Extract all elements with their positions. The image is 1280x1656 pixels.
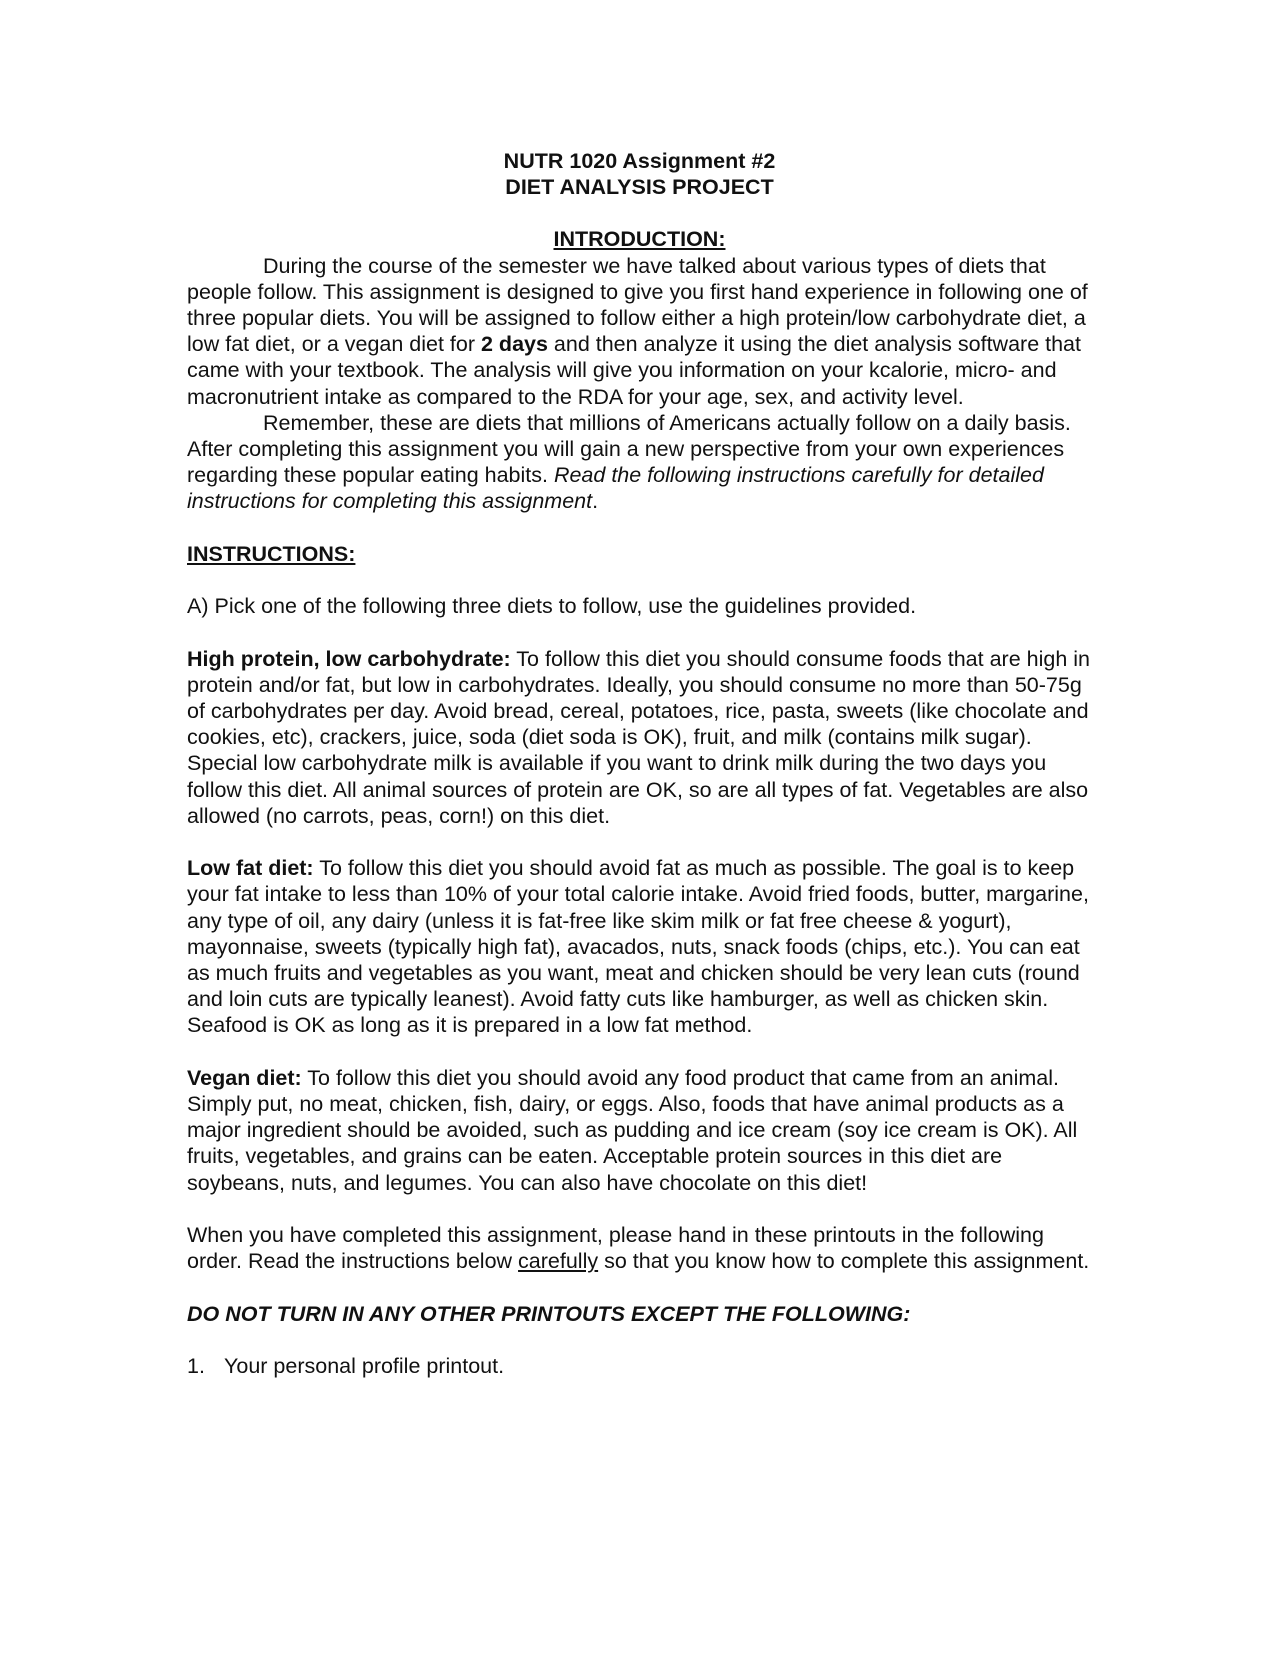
handin-paragraph bbox=[187, 1222, 1092, 1274]
project-title: DIET ANALYSIS PROJECT bbox=[505, 175, 774, 200]
diet-low-fat bbox=[187, 855, 1092, 1038]
list-text: Your personal profile printout. bbox=[224, 1354, 505, 1379]
diet-description: To follow this diet you should avoid fat as much as possible. The goal is to keep your fat intake to less than 10% of your total calorie intake. Avoid fried foods, butter, margarine, any type of oil, any dairy (unless it is fat-free like skim milk or fat free cheese & yogurt), mayonnaise, sweets (typically high fat), avacados, nuts, snack foods (chips, etc.). You can eat as much fruits and vegetables as you want, meat and chicken should be very lean cuts (round and loin cuts are typically leanest). Avoid fatty cuts like hamburger, as well as chicken skin. Seafood is OK as long as it is prepared in a low fat method. bbox=[187, 856, 1089, 1038]
handin-text-a: When you have completed this assignment, please hand in these printouts in the following order. Read the instructions below bbox=[187, 1223, 1044, 1274]
warning-line: DO NOT TURN IN ANY OTHER PRINTOUTS EXCEPT THE FOLLOWING: bbox=[187, 1301, 911, 1326]
list-item bbox=[187, 1353, 1092, 1379]
course-title: NUTR 1020 Assignment #2 bbox=[503, 149, 776, 173]
intro-p1-text-b: and then analyze it using the diet analysis software that came with your textbook. The analysis will give you information on your kcalorie, micro- and macronutrient intake as compared to the RDA for your age, sex, and activity level. bbox=[187, 332, 1081, 409]
intro-p1-bold: 2 days bbox=[481, 332, 548, 357]
intro-p2-text: Remember, these are diets that millions of Americans actually follow on a daily basis. After completing this assignment you will gain a new perspective from your own experiences regarding these popular eating habits. bbox=[187, 410, 1071, 488]
intro-paragraph-2 bbox=[187, 410, 1092, 515]
intro-p2-end: . bbox=[592, 489, 599, 514]
diet-description: To follow this diet you should consume foods that are high in protein and/or fat, but low in carbohydrates. Ideally, you should consume no more than 50-75g of carbohydrates per day. Avoid bread, cereal, potatoes, rice, pasta, sweets (like chocolate and cookies, etc), crackers, juice, soda (diet soda is OK), fruit, and milk (contains milk sugar). Special low carbohydrate milk is available if you want to drink milk during the two days you follow this diet. All animal sources of protein are OK, so are all types of fat. Vegetables are also allowed (no carrots, peas, corn!) on this diet. bbox=[187, 646, 1090, 828]
intro-p2-italic: Read the following instructions carefully for detailed instructions for completing this assignment bbox=[187, 463, 1044, 514]
diet-vegan bbox=[187, 1065, 1092, 1196]
document-page bbox=[187, 148, 1092, 1379]
handin-text-b: so that you know how to complete this assignment. bbox=[598, 1249, 1090, 1274]
instructions-heading: INSTRUCTIONS: bbox=[187, 541, 356, 566]
diet-name: Vegan diet: bbox=[187, 1065, 302, 1090]
handin-underline: carefully bbox=[518, 1249, 599, 1274]
diet-description: To follow this diet you should avoid any food product that came from an animal. Simply put, no meat, chicken, fish, dairy, or eggs. Also, foods that have animal products as a major ingredient should be avoided, such as pudding and ice cream (soy ice cream is OK). All fruits, vegetables, and grains can be eaten. Acceptable protein sources in this diet are soybeans, nuts, and legumes. You can also have chocolate on this diet! bbox=[187, 1065, 1078, 1195]
introduction-heading: INTRODUCTION: bbox=[553, 227, 726, 252]
diet-name: Low fat diet: bbox=[187, 856, 314, 881]
step-a: A) Pick one of the following three diets to follow, use the guidelines provided. bbox=[187, 594, 917, 619]
list-number: 1. bbox=[187, 1354, 205, 1379]
intro-p1-text-a: During the course of the semester we have talked about various types of diets that people follow. This assignment is designed to give you first hand experience in following one of three popular diets. You will be assigned to follow either a high protein/low carbohydrate diet, a low fat diet, or a vegan diet for bbox=[187, 253, 1088, 357]
diet-name: High protein, low carbohydrate: bbox=[187, 646, 511, 671]
diet-high-protein bbox=[187, 646, 1092, 829]
intro-paragraph-1 bbox=[187, 253, 1092, 410]
